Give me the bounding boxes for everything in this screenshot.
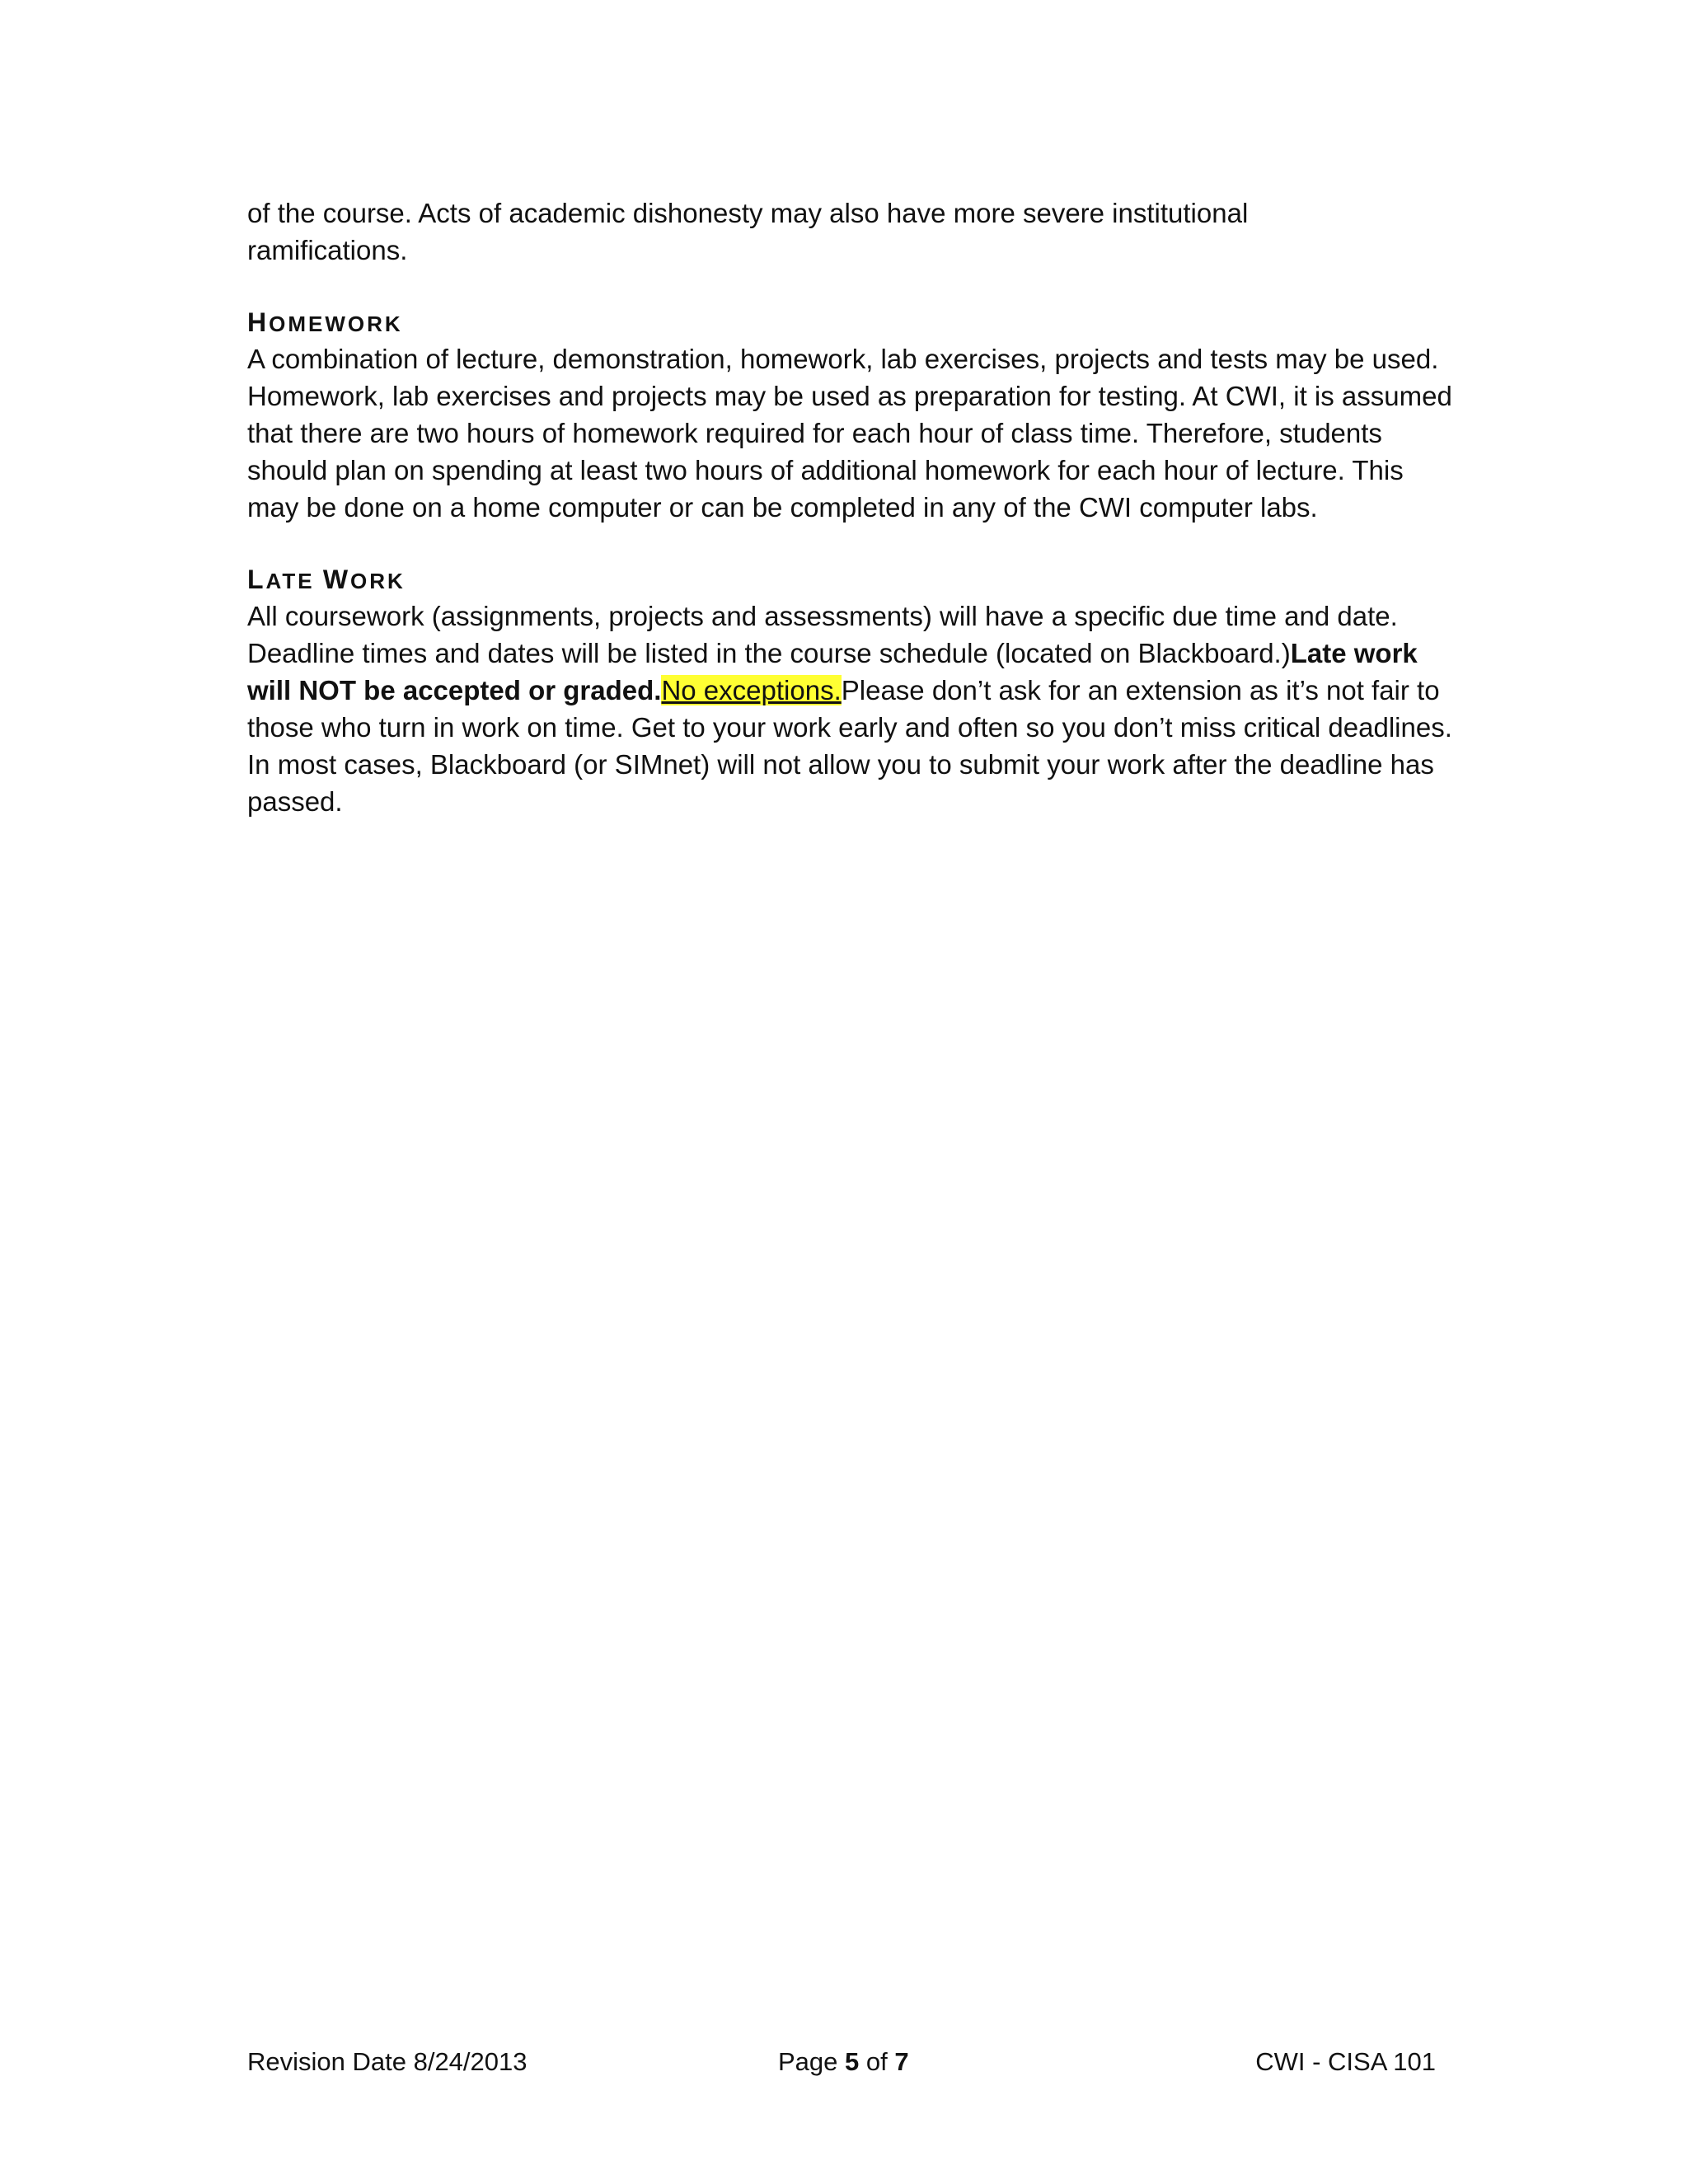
page-current: 5: [845, 2047, 860, 2076]
spacer: [247, 269, 1459, 306]
revision-date: Revision Date 8/24/2013: [247, 2047, 528, 2076]
no-exceptions-highlight: No exceptions.: [661, 675, 842, 705]
late-work-heading-rest-1: ATE: [265, 569, 323, 593]
late-work-heading-initial-1: L: [247, 565, 266, 594]
late-work-policy-bold: Late work will NOT be accepted or graded.: [247, 638, 1418, 705]
page-footer: [247, 2044, 1436, 2080]
late-work-text-2: Please don’t ask for an extension as it’s not fair to those who turn in work on time. Get to your work early and often so you don’t miss critical deadlines. In most cases, Blackboard (or SIMnet) will not allow you to submit your work after the deadline has passed.: [247, 675, 1452, 817]
page-number: [778, 2044, 909, 2080]
page-content: [247, 194, 1459, 820]
homework-heading: [247, 306, 1459, 340]
homework-heading-rest: OMEWORK: [269, 312, 403, 336]
late-work-paragraph: [247, 598, 1459, 820]
spacer: [247, 526, 1459, 563]
late-work-heading-initial-2: W: [322, 565, 351, 594]
intro-line-2: ramifications.: [247, 235, 408, 265]
late-work-heading-rest-2: ORK: [350, 569, 406, 593]
late-work-text-1: All coursework (assignments, projects and assessments) will have a specific due time and date. Deadline times and dates will be listed in the course schedule (located on Blackboard.): [247, 601, 1398, 668]
homework-paragraph: A combination of lecture, demonstration, homework, lab exercises, projects and tests may be used. Homework, lab exercises and projects may be used as preparation for testing. At CWI, it is assumed that there are two hours of homework required for each hour of class time. Therefore, students should plan on spending at least two hours of additional homework for each hour of lecture. This may be done on a home computer or can be completed in any of the CWI computer labs.: [247, 344, 1452, 523]
course-code: CWI - CISA 101: [1255, 2047, 1436, 2076]
page-prefix: Page: [778, 2047, 846, 2076]
intro-paragraph: [247, 194, 1459, 269]
page-total: 7: [894, 2047, 909, 2076]
page-of: of: [859, 2047, 895, 2076]
intro-line-1: of the course. Acts of academic dishonesty may also have more severe institutional: [247, 198, 1249, 228]
homework-heading-initial: H: [247, 307, 270, 337]
late-work-heading: [247, 563, 1459, 598]
